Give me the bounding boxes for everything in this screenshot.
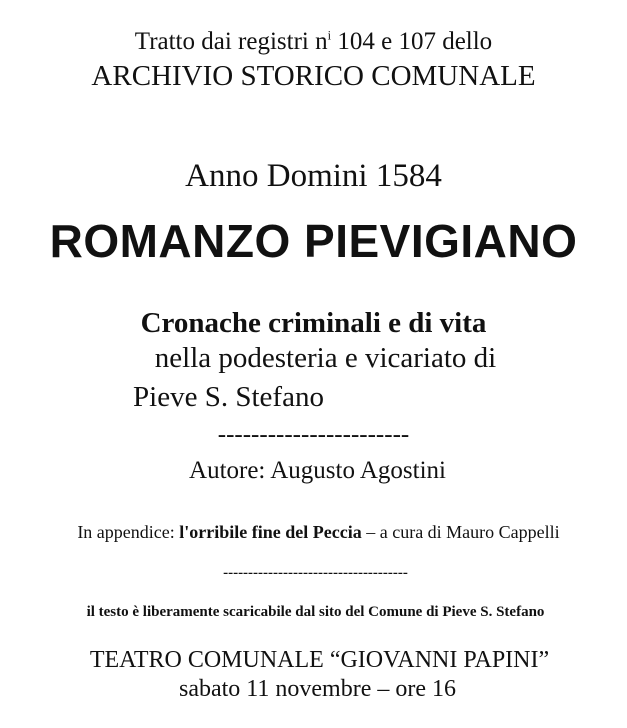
place-line-1: nella podesteria e vicariato di [154, 342, 497, 374]
place-line-2: Pieve S. Stefano [133, 381, 324, 413]
date-line: sabato 11 novembre – ore 16 [178, 676, 457, 702]
download-note: il testo è liberamente scaricabile dal sito del Comune di Pieve S. Stefano [86, 604, 545, 620]
page-title: ROMANZO PIEVIGIANO [49, 215, 578, 267]
source-prefix: Tratto dai registri n [134, 28, 328, 55]
subtitle: Cronache criminali e di vita [140, 307, 487, 339]
appendix-highlight: l'orribile fine del Peccia [179, 522, 362, 542]
separator-2: ------------------------------------- [223, 565, 408, 581]
source-suffix: 104 e 107 dello [331, 28, 493, 55]
source-superscript: i [327, 28, 332, 43]
appendix-line [5, 523, 627, 541]
archive-name: ARCHIVIO STORICO COMUNALE [91, 60, 536, 92]
author-line: Autore: Augusto Agostini [189, 457, 446, 484]
year-line: Anno Domini 1584 [185, 158, 442, 194]
separator-1: ----------------------- [217, 421, 410, 448]
appendix-prefix: In appendice: [77, 522, 180, 542]
source-line [0, 29, 627, 54]
appendix-suffix: – a cura di Mauro Cappelli [361, 522, 560, 542]
venue-line: TEATRO COMUNALE “GIOVANNI PAPINI” [89, 647, 550, 673]
